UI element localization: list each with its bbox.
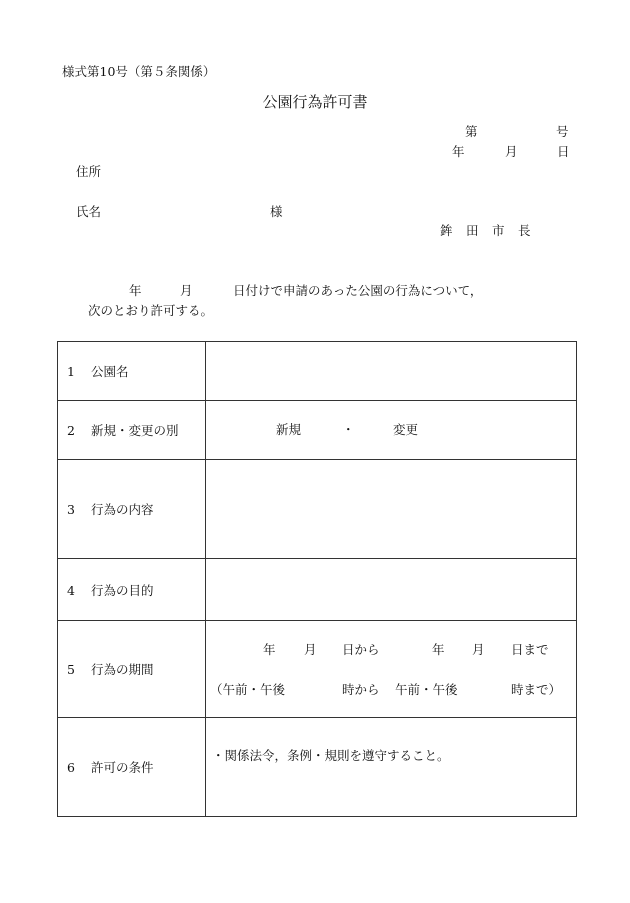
form-number: 様式第10号（第５条関係） xyxy=(62,64,216,79)
body-text-line1: 日付けで申請のあった公園の行為について， xyxy=(233,283,483,298)
label-cell xyxy=(58,621,206,718)
act-period-value xyxy=(206,621,577,718)
period-to-month: 月 xyxy=(472,642,485,657)
act-content-value[interactable] xyxy=(206,460,577,559)
name-label: 氏名 xyxy=(76,204,102,219)
row-number: 2 xyxy=(67,423,75,438)
label-cell xyxy=(58,718,206,817)
body-month: 月 xyxy=(180,283,193,298)
honorific: 様 xyxy=(270,204,283,219)
row-permit-conditions xyxy=(58,718,577,817)
permit-number-suffix: 号 xyxy=(556,124,569,139)
row-label: 新規・変更の別 xyxy=(91,423,179,438)
period-from-year: 年 xyxy=(263,642,276,657)
issuer-char-4: 長 xyxy=(518,223,531,238)
date-year: 年 xyxy=(452,144,465,159)
label-cell xyxy=(58,559,206,621)
label-cell xyxy=(58,342,206,401)
row-act-period xyxy=(58,621,577,718)
row-park-name xyxy=(58,342,577,401)
row-act-purpose xyxy=(58,559,577,621)
date-day: 日 xyxy=(557,144,570,159)
option-change[interactable]: 変更 xyxy=(393,422,419,437)
row-label: 行為の期間 xyxy=(91,662,154,677)
row-label: 許可の条件 xyxy=(91,760,154,775)
row-number: 3 xyxy=(67,502,75,517)
row-label: 行為の目的 xyxy=(91,582,154,598)
body-text-line2: 次のとおり許可する。 xyxy=(88,303,214,318)
option-new[interactable]: 新規 xyxy=(276,422,302,437)
document-title: 公園行為許可書 xyxy=(262,93,368,111)
row-number: 5 xyxy=(67,662,75,677)
row-number: 6 xyxy=(67,760,75,775)
period-from-day: 日から xyxy=(342,642,380,657)
body-year: 年 xyxy=(129,283,142,298)
date-month: 月 xyxy=(505,144,518,159)
time-to-hour: 時まで） xyxy=(511,682,562,697)
issuer-char-2: 田 xyxy=(466,223,479,238)
label-cell xyxy=(58,460,206,559)
act-purpose-value[interactable] xyxy=(206,559,577,621)
issuer-char-3: 市 xyxy=(492,223,505,238)
park-name-value[interactable] xyxy=(206,342,577,401)
row-act-content xyxy=(58,460,577,559)
row-label: 行為の内容 xyxy=(91,502,154,517)
address-label: 住所 xyxy=(76,164,102,179)
permit-form-table xyxy=(57,341,577,817)
row-number: 1 xyxy=(67,364,75,379)
row-label: 公園名 xyxy=(91,364,129,379)
row-new-or-change xyxy=(58,401,577,460)
issuer-char-1: 鉾 xyxy=(440,223,453,238)
time-from-hour: 時から xyxy=(342,682,380,697)
permit-number-prefix: 第 xyxy=(465,124,478,139)
label-cell xyxy=(58,401,206,460)
period-to-year: 年 xyxy=(432,642,445,657)
row-number: 4 xyxy=(67,582,75,598)
period-from-month: 月 xyxy=(304,642,317,657)
period-to-day: 日まで xyxy=(511,642,549,657)
option-separator: ・ xyxy=(342,422,355,437)
condition-text: ・関係法令，条例・規則を遵守すること。 xyxy=(212,748,450,763)
permit-conditions-value xyxy=(206,718,577,817)
time-from-am-pm: （午前・午後 xyxy=(210,682,286,697)
time-to-am-pm: 午前・午後 xyxy=(395,682,458,697)
new-or-change-value xyxy=(206,401,577,460)
